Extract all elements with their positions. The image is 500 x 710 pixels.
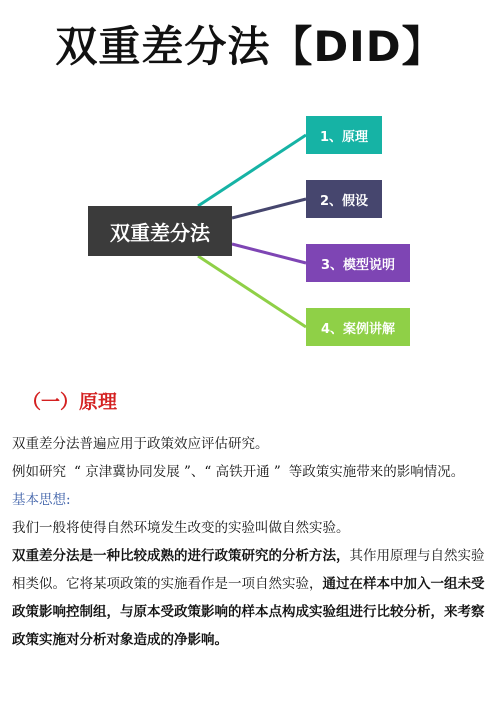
example-policy-2: 、“ 高铁开通 ” [190, 464, 281, 480]
mind-map [0, 96, 500, 366]
branch-assumption: 2、假设 [306, 180, 382, 218]
example-tail: 等政策实施带来的影响情况。 [288, 464, 465, 480]
branch-model: 3、模型说明 [306, 244, 410, 282]
method-procedure: 通过在样本中加入一组未受政策影响控制组，与原本受政策影响的样本点构成实验组进行比较分析，来考察政策实施对分析对象造成的净影响。 [12, 576, 485, 648]
paragraph-intro: 双重差分法普遍应用于政策效应评估研究。 [12, 436, 269, 452]
connector-3 [232, 244, 306, 263]
center-node: 双重差分法 [88, 206, 232, 256]
paragraph-natural-experiment: 我们一般将使得自然环境发生改变的实验叫做自然实验。 [12, 520, 350, 536]
branch-case: 4、案例讲解 [306, 308, 410, 346]
branch-principle: 1、原理 [306, 116, 382, 154]
paragraph-example [12, 458, 490, 486]
paragraph-method [12, 542, 490, 654]
content-body [12, 388, 490, 654]
connector-2 [232, 199, 306, 218]
section-heading: （一）原理 [22, 391, 118, 413]
connector-1 [198, 135, 306, 206]
mind-map-connectors [0, 96, 500, 366]
connector-4 [198, 256, 306, 327]
page-title: 双重差分法【DID】 [55, 22, 445, 71]
example-lead: 例如研究 [12, 464, 66, 480]
basic-idea-subheading: 基本思想: [12, 492, 71, 508]
method-definition: 双重差分法是一种比较成熟的进行政策研究的分析方法， [12, 548, 350, 564]
method-analogy: 其作用原理与自然实验相类似。它将某项政策的实施看作是一项自然实验， [12, 548, 485, 592]
example-policy-1: “ 京津冀协同发展 ” [74, 464, 191, 480]
